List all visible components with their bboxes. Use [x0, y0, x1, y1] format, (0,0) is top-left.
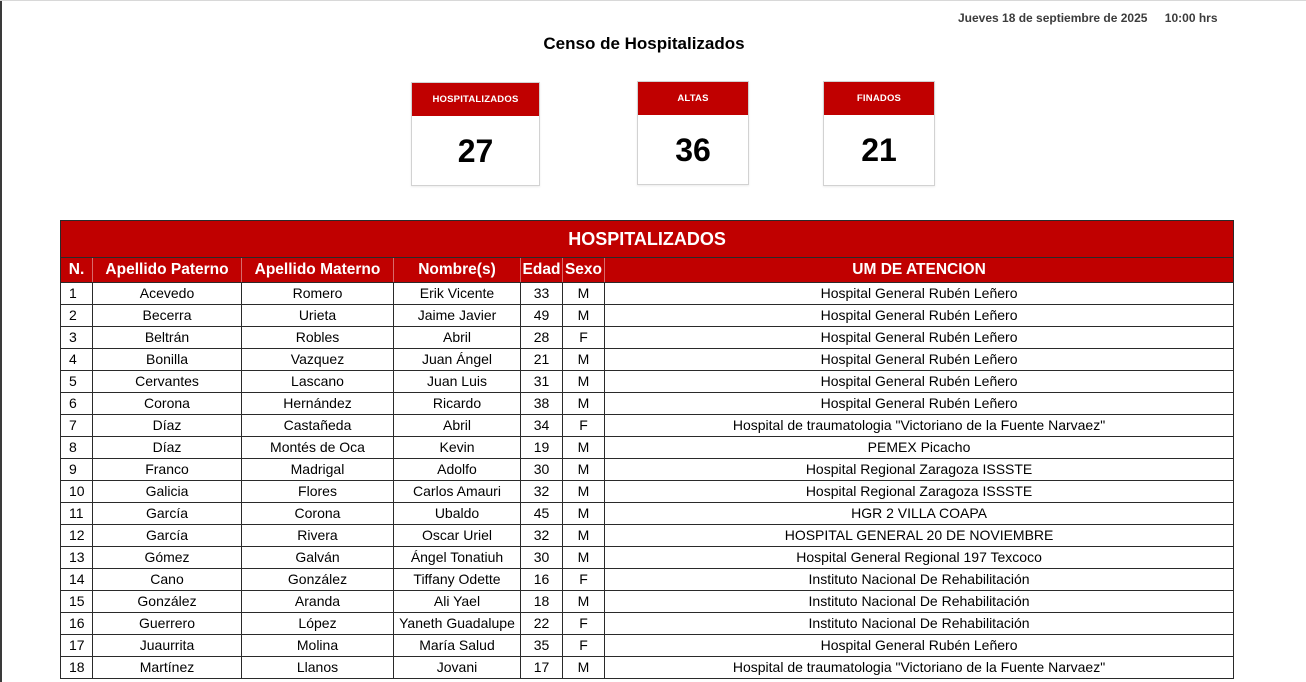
cell-um-atencion: Instituto Nacional De Rehabilitación — [605, 591, 1234, 613]
cell-nombres: Ricardo — [394, 393, 521, 415]
table-banner-row — [61, 221, 1234, 258]
cell-apellido-materno: Romero — [242, 283, 394, 305]
cell-nombres: Adolfo — [394, 459, 521, 481]
cell-apellido-materno: López — [242, 613, 394, 635]
cell-number: 9 — [61, 459, 93, 481]
table-row — [61, 547, 1234, 569]
cell-um-atencion: Hospital General Rubén Leñero — [605, 327, 1234, 349]
cell-edad: 49 — [521, 305, 563, 327]
cell-apellido-materno: González — [242, 569, 394, 591]
table-row — [61, 327, 1234, 349]
cell-apellido-paterno: Juaurrita — [93, 635, 242, 657]
cell-number: 5 — [61, 371, 93, 393]
cell-nombres: Ángel Tonatiuh — [394, 547, 521, 569]
table-row — [61, 305, 1234, 327]
cell-edad: 21 — [521, 349, 563, 371]
cell-um-atencion: Instituto Nacional De Rehabilitación — [605, 613, 1234, 635]
cell-um-atencion: Hospital General Rubén Leñero — [605, 305, 1234, 327]
cell-apellido-materno: Hernández — [242, 393, 394, 415]
cell-apellido-paterno: Becerra — [93, 305, 242, 327]
cell-um-atencion: HOSPITAL GENERAL 20 DE NOVIEMBRE — [605, 525, 1234, 547]
cell-um-atencion: Instituto Nacional De Rehabilitación — [605, 569, 1234, 591]
cell-apellido-materno: Vazquez — [242, 349, 394, 371]
column-header-edad: Edad — [521, 258, 563, 283]
cell-number: 2 — [61, 305, 93, 327]
cell-apellido-paterno: Corona — [93, 393, 242, 415]
cell-apellido-paterno: Beltrán — [93, 327, 242, 349]
cell-um-atencion: Hospital Regional Zaragoza ISSSTE — [605, 459, 1234, 481]
cell-number: 15 — [61, 591, 93, 613]
cell-edad: 45 — [521, 503, 563, 525]
card-value: 27 — [457, 133, 494, 169]
cell-apellido-materno: Madrigal — [242, 459, 394, 481]
cell-apellido-paterno: Díaz — [93, 415, 242, 437]
cell-nombres: Juan Luis — [394, 371, 521, 393]
report-time: 10:00 hrs — [1164, 11, 1218, 25]
cell-sexo: M — [563, 349, 605, 371]
table-row — [61, 283, 1234, 305]
cell-apellido-paterno: García — [93, 503, 242, 525]
cell-number: 17 — [61, 635, 93, 657]
cell-apellido-materno: Lascano — [242, 371, 394, 393]
cell-nombres: Jaime Javier — [394, 305, 521, 327]
cell-edad: 22 — [521, 613, 563, 635]
cell-sexo: M — [563, 393, 605, 415]
cell-sexo: M — [563, 459, 605, 481]
cell-apellido-paterno: García — [93, 525, 242, 547]
cell-apellido-materno: Urieta — [242, 305, 394, 327]
cell-apellido-paterno: Galicia — [93, 481, 242, 503]
cell-apellido-materno: Galván — [242, 547, 394, 569]
cell-edad: 19 — [521, 437, 563, 459]
card-finados — [823, 81, 935, 186]
cell-sexo: M — [563, 657, 605, 679]
cell-apellido-paterno: González — [93, 591, 242, 613]
cell-nombres: María Salud — [394, 635, 521, 657]
cell-sexo: M — [563, 503, 605, 525]
table-row — [61, 393, 1234, 415]
card-value: 36 — [675, 132, 711, 168]
cell-apellido-materno: Montés de Oca — [242, 437, 394, 459]
table-header-row — [61, 258, 1234, 283]
card-altas — [637, 81, 749, 185]
cell-edad: 16 — [521, 569, 563, 591]
table-row — [61, 349, 1234, 371]
cell-sexo: M — [563, 437, 605, 459]
card-label: ALTAS — [638, 82, 748, 115]
cell-number: 16 — [61, 613, 93, 635]
cell-edad: 34 — [521, 415, 563, 437]
cell-nombres: Kevin — [394, 437, 521, 459]
cell-um-atencion: Hospital Regional Zaragoza ISSSTE — [605, 481, 1234, 503]
cell-um-atencion: PEMEX Picacho — [605, 437, 1234, 459]
cell-sexo: M — [563, 305, 605, 327]
card-label: HOSPITALIZADOS — [412, 83, 539, 116]
cell-edad: 31 — [521, 371, 563, 393]
table-row — [61, 503, 1234, 525]
report-datetime — [958, 11, 1218, 25]
cell-nombres: Ali Yael — [394, 591, 521, 613]
cell-edad: 30 — [521, 547, 563, 569]
cell-edad: 35 — [521, 635, 563, 657]
cell-sexo: M — [563, 525, 605, 547]
cell-um-atencion: Hospital de traumatologia "Victoriano de la Fuente Narvaez" — [605, 415, 1234, 437]
card-value: 21 — [861, 132, 897, 168]
cell-apellido-paterno: Martínez — [93, 657, 242, 679]
cell-edad: 30 — [521, 459, 563, 481]
cell-number: 8 — [61, 437, 93, 459]
table-banner: HOSPITALIZADOS — [61, 221, 1234, 258]
card-label: FINADOS — [824, 82, 934, 115]
cell-edad: 32 — [521, 525, 563, 547]
table-body — [61, 283, 1234, 679]
cell-nombres: Ubaldo — [394, 503, 521, 525]
cell-um-atencion: Hospital General Regional 197 Texcoco — [605, 547, 1234, 569]
column-header-nombres: Nombre(s) — [394, 258, 521, 283]
cell-number: 3 — [61, 327, 93, 349]
cell-apellido-paterno: Gómez — [93, 547, 242, 569]
cell-sexo: F — [563, 613, 605, 635]
cell-sexo: F — [563, 635, 605, 657]
table-row — [61, 613, 1234, 635]
cell-apellido-paterno: Acevedo — [93, 283, 242, 305]
cell-sexo: F — [563, 415, 605, 437]
cell-apellido-materno: Castañeda — [242, 415, 394, 437]
cell-sexo: F — [563, 569, 605, 591]
cell-sexo: M — [563, 481, 605, 503]
cell-nombres: Yaneth Guadalupe — [394, 613, 521, 635]
table-row — [61, 657, 1234, 679]
cell-sexo: M — [563, 283, 605, 305]
cell-nombres: Carlos Amauri — [394, 481, 521, 503]
cell-um-atencion: Hospital General Rubén Leñero — [605, 371, 1234, 393]
cell-apellido-paterno: Díaz — [93, 437, 242, 459]
cell-number: 4 — [61, 349, 93, 371]
cell-nombres: Erik Vicente — [394, 283, 521, 305]
cell-apellido-materno: Aranda — [242, 591, 394, 613]
cell-number: 14 — [61, 569, 93, 591]
census-table-container — [60, 220, 1233, 679]
cell-sexo: M — [563, 547, 605, 569]
table-row — [61, 635, 1234, 657]
cell-number: 1 — [61, 283, 93, 305]
cell-um-atencion: Hospital General Rubén Leñero — [605, 635, 1234, 657]
cell-apellido-materno: Molina — [242, 635, 394, 657]
cell-number: 10 — [61, 481, 93, 503]
cell-apellido-materno: Corona — [242, 503, 394, 525]
cell-apellido-paterno: Guerrero — [93, 613, 242, 635]
table-row — [61, 371, 1234, 393]
cell-edad: 38 — [521, 393, 563, 415]
card-hospitalizados — [411, 82, 540, 186]
cell-sexo: M — [563, 591, 605, 613]
cell-edad: 17 — [521, 657, 563, 679]
cell-edad: 18 — [521, 591, 563, 613]
column-header-um-atencion: UM DE ATENCION — [605, 258, 1234, 283]
page-left-border — [0, 0, 2, 682]
cell-um-atencion: Hospital General Rubén Leñero — [605, 349, 1234, 371]
cell-number: 18 — [61, 657, 93, 679]
cell-nombres: Oscar Uriel — [394, 525, 521, 547]
cell-um-atencion: Hospital de traumatologia "Victoriano de la Fuente Narvaez" — [605, 657, 1234, 679]
cell-apellido-materno: Flores — [242, 481, 394, 503]
cell-apellido-paterno: Cano — [93, 569, 242, 591]
table-row — [61, 569, 1234, 591]
page-title: Censo de Hospitalizados — [543, 34, 745, 53]
cell-edad: 33 — [521, 283, 563, 305]
cell-apellido-paterno: Bonilla — [93, 349, 242, 371]
cell-um-atencion: Hospital General Rubén Leñero — [605, 283, 1234, 305]
table-row — [61, 481, 1234, 503]
column-header-number: N. — [61, 258, 93, 283]
column-header-apellido-materno: Apellido Materno — [242, 258, 394, 283]
column-header-sexo: Sexo — [563, 258, 605, 283]
table-row — [61, 415, 1234, 437]
cell-nombres: Tiffany Odette — [394, 569, 521, 591]
census-table — [60, 220, 1234, 679]
table-row — [61, 525, 1234, 547]
report-date: Jueves 18 de septiembre de 2025 — [958, 11, 1148, 25]
cell-edad: 28 — [521, 327, 563, 349]
cell-number: 12 — [61, 525, 93, 547]
cell-apellido-materno: Llanos — [242, 657, 394, 679]
cell-sexo: M — [563, 371, 605, 393]
cell-apellido-paterno: Franco — [93, 459, 242, 481]
table-row — [61, 459, 1234, 481]
cell-nombres: Abril — [394, 415, 521, 437]
cell-um-atencion: HGR 2 VILLA COAPA — [605, 503, 1234, 525]
cell-apellido-paterno: Cervantes — [93, 371, 242, 393]
table-row — [61, 591, 1234, 613]
cell-apellido-materno: Rivera — [242, 525, 394, 547]
cell-nombres: Jovani — [394, 657, 521, 679]
cell-apellido-materno: Robles — [242, 327, 394, 349]
cell-edad: 32 — [521, 481, 563, 503]
cell-nombres: Juan Ángel — [394, 349, 521, 371]
cell-number: 7 — [61, 415, 93, 437]
column-header-apellido-paterno: Apellido Paterno — [93, 258, 242, 283]
cell-number: 6 — [61, 393, 93, 415]
table-row — [61, 437, 1234, 459]
cell-number: 13 — [61, 547, 93, 569]
cell-number: 11 — [61, 503, 93, 525]
cell-sexo: F — [563, 327, 605, 349]
cell-um-atencion: Hospital General Rubén Leñero — [605, 393, 1234, 415]
page-top-border — [0, 0, 1306, 1]
cell-nombres: Abril — [394, 327, 521, 349]
